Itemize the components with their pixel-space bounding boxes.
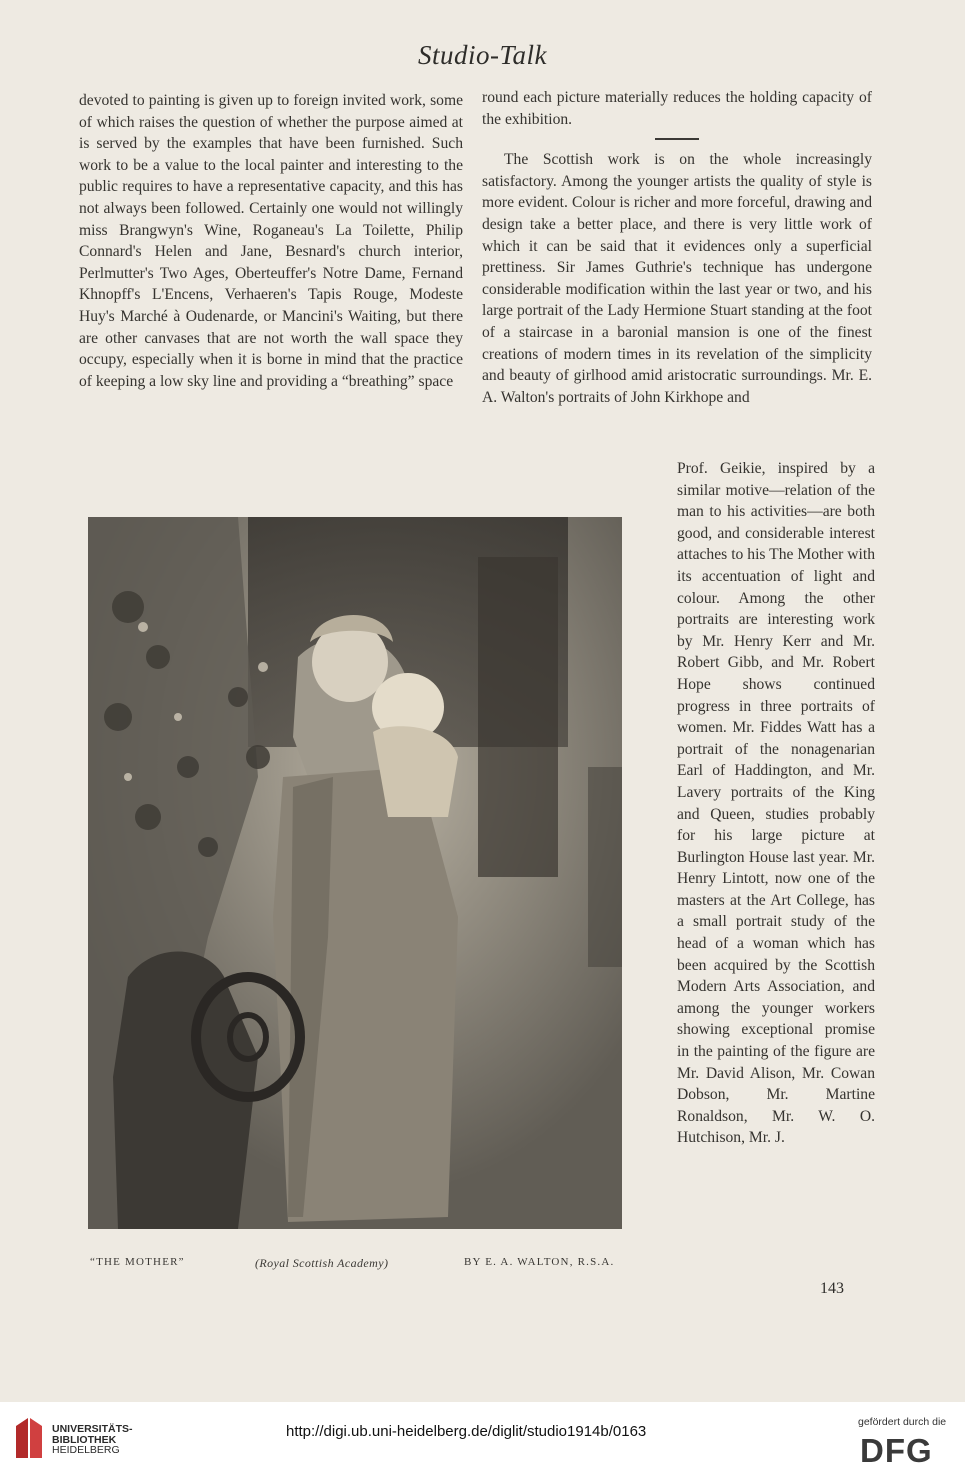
dfg-logo: DFG xyxy=(860,1432,933,1469)
sponsor-label: gefördert durch die xyxy=(858,1416,947,1428)
source-url-link[interactable]: http://digi.ub.uni-heidelberg.de/diglit/studio1914b/0163 xyxy=(286,1423,647,1440)
library-name-line-3: HEIDELBERG xyxy=(52,1444,120,1456)
footer-bar xyxy=(0,1402,965,1476)
university-library-logo-icon xyxy=(12,1414,46,1465)
page-number: 143 xyxy=(820,1280,844,1297)
library-name-line-1: UNIVERSITÄTS- xyxy=(52,1423,133,1435)
caption-artist: BY E. A. WALTON, R.S.A. xyxy=(464,1256,615,1268)
section-divider xyxy=(655,138,699,140)
caption-location: (Royal Scottish Academy) xyxy=(255,1256,389,1270)
left-column xyxy=(79,90,463,392)
right-column-para-1: round each picture materially reduces the holding capacity of the exhibition. xyxy=(482,89,872,128)
caption-title: “THE MOTHER” xyxy=(90,1256,185,1268)
running-title: Studio-Talk xyxy=(417,40,548,70)
figure-caption xyxy=(90,1256,630,1274)
right-column xyxy=(482,87,872,408)
right-column-para-2: The Scottish work is on the whole increasingly satisfactory. Among the younger artists the quality of style is more evident. Colour is richer and more forceful, drawing and design take a better place, and there is very little work of which it can be said that it evidences only a superficial prettiness. Sir James Guthrie's technique has undergone considerable modification within the last year or two, and his large portrait of the Lady Hermione Stuart standing at the foot of a staircase in a baronial mansion is one of the finest creations of modern times in its revelation of the simplicity and beauty of girlhood amid aristocratic surroundings. Mr. E. A. Walton's portraits of John Kirkhope and xyxy=(482,151,872,406)
right-column-narrow xyxy=(677,458,875,1149)
painting-image xyxy=(88,517,622,1229)
painting-the-mother xyxy=(88,517,622,1229)
library-name xyxy=(52,1424,133,1456)
left-column-text: devoted to painting is given up to foreign invited work, some of which raises the question of whether the purpose aimed at is served by the examples that have been furnished. Such work to be a value to the local painter and interesting to the public requires to have a representative capacity, and this has not always been followed. Certainly one would not willingly miss Brangwyn's Wine, Roganeau's La Toilette, Philip Connard's Helen and Jane, Besnard's church interior, Perlmutter's Two Ages, Oberteuffer's Notre Dame, Fernand Khnopff's L'Encens, Verhaeren's Tapis Rouge, Modeste Huy's Marché à Oudenarde, or Mancini's Waiting, but there are other canvases that are not worth the wall space they occupy, especially when it is borne in mind that the practice of keeping a low sky line and providing a “breathing” space xyxy=(79,92,463,390)
library-name-line-2: BIBLIOTHEK xyxy=(52,1433,117,1446)
right-column-para-2-continued: Prof. Geikie, inspired by a similar motive—relation of the man to his activities—are both good, and considerable interest attaches to his The Mother with its accentuation of light and colour. Among the other portraits are interesting work by Mr. Henry Kerr and Mr. Robert Gibb, and Mr. Robert Hope shows continued progress in three portraits of women. Mr. Fiddes Watt has a portrait of the nonagenarian Earl of Haddington, and Mr. Lavery portraits of the King and Queen, studies probably for his large picture at Burlington House last year. Mr. Henry Lintott, now one of the masters at the Art College, has a small portrait study of the head of a woman which has been acquired by the Scottish Modern Arts Association, and among the younger workers showing exceptional promise in the painting of the figure are Mr. David Alison, Mr. Cowan Dobson, Mr. Martine Ronaldson, Mr. W. O. Hutchison, Mr. J. xyxy=(677,460,875,1147)
